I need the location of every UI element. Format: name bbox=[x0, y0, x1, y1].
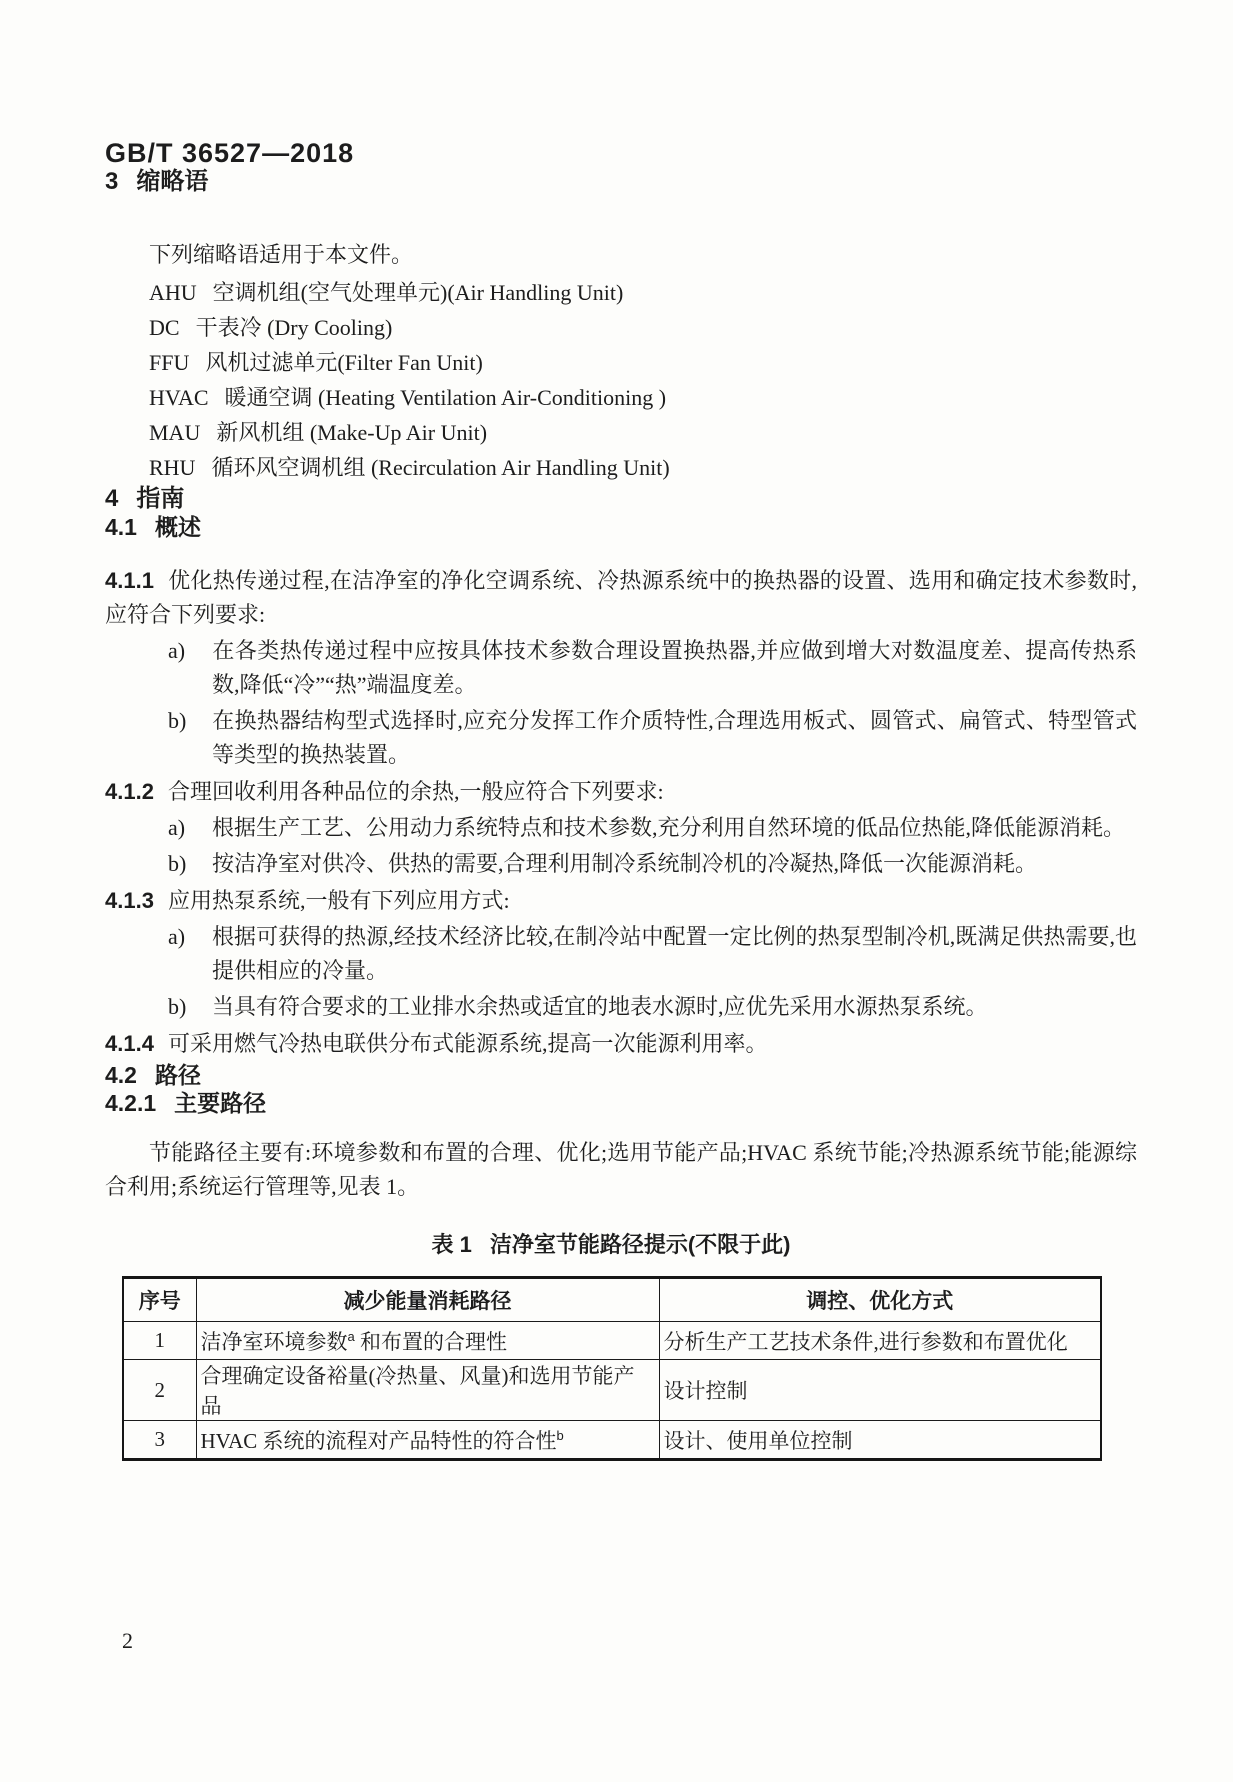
page-content bbox=[105, 138, 1137, 1461]
footnote-marker: a bbox=[347, 1328, 355, 1344]
section-4-2-1-heading bbox=[105, 1089, 1137, 1117]
section-4-2-title: 路径 bbox=[154, 1062, 201, 1088]
section-4-2-1-title: 主要路径 bbox=[174, 1090, 267, 1116]
path-cell bbox=[196, 1421, 659, 1460]
list-item-text: 当具有符合要求的工业排水余热或适宜的地表水源时,应优先采用水源热泵系统。 bbox=[212, 994, 988, 1019]
abbr-code: HVAC bbox=[149, 385, 209, 410]
section-4-title: 指南 bbox=[136, 485, 185, 512]
clause-text: 合理回收利用各种品位的余热,一般应符合下列要求: bbox=[167, 779, 664, 804]
abbreviation-list bbox=[105, 275, 1137, 485]
path-text: HVAC 系统的流程对产品特性的符合性 bbox=[200, 1428, 557, 1453]
section-3-title: 缩略语 bbox=[136, 168, 209, 195]
list-item-text: 按洁净室对供冷、供热的需要,合理利用制冷系统制冷机的冷凝热,降低一次能源消耗。 bbox=[212, 851, 1038, 876]
abbr-definition: 空调机组(空气处理单元)(Air Handling Unit) bbox=[212, 280, 624, 305]
abbr-code: FFU bbox=[149, 350, 190, 375]
clause-text: 应用热泵系统,一般有下列应用方式: bbox=[167, 888, 510, 913]
clause-number: 4.1.3 bbox=[105, 888, 154, 913]
clause-4-1-4 bbox=[105, 1027, 1137, 1061]
section-3-heading bbox=[105, 168, 1137, 196]
list-item-text: 在换热器结构型式选择时,应充分发挥工作介质特性,合理选用板式、圆管式、扁管式、特型管式等类型的换热装置。 bbox=[212, 708, 1137, 767]
abbr-item-rhu bbox=[149, 450, 1137, 485]
abbr-definition: 新风机组 (Make-Up Air Unit) bbox=[216, 420, 488, 445]
clause-text: 优化热传递过程,在洁净室的净化空调系统、冷热源系统中的换热器的设置、选用和确定技术参数时,应符合下列要求: bbox=[105, 568, 1137, 627]
list-item-label: b) bbox=[168, 708, 187, 733]
header-cell-path: 减少能量消耗路径 bbox=[196, 1278, 659, 1322]
section-4-number: 4 bbox=[105, 485, 119, 512]
table-row bbox=[123, 1322, 1101, 1360]
section-4-heading bbox=[105, 485, 1137, 513]
path-text-rest: 和布置的合理性 bbox=[354, 1329, 507, 1354]
method-cell: 设计、使用单位控制 bbox=[659, 1421, 1101, 1460]
abbr-definition: 循环风空调机组 (Recirculation Air Handling Unit) bbox=[211, 455, 670, 480]
list-item-4-1-1-b bbox=[168, 704, 1137, 772]
list-item-4-1-3-a bbox=[168, 920, 1137, 988]
list-item-label: a) bbox=[168, 815, 186, 840]
row-number-cell: 2 bbox=[123, 1360, 196, 1421]
paragraph-4-2-1: 节能路径主要有:环境参数和布置的合理、优化;选用节能产品;HVAC 系统节能;冷热源系统节能;能源综合利用;系统运行管理等,见表 1。 bbox=[105, 1140, 1137, 1199]
method-cell: 分析生产工艺技术条件,进行参数和布置优化 bbox=[659, 1322, 1101, 1360]
row-number-cell: 1 bbox=[123, 1322, 196, 1360]
header-cell-index: 序号 bbox=[123, 1278, 196, 1322]
abbr-intro: 下列缩略语适用于本文件。 bbox=[149, 242, 414, 267]
table-1-caption bbox=[122, 1230, 1100, 1260]
list-item-text: 在各类热传递过程中应按具体技术参数合理设置换热器,并应做到增大对数温度差、提高传热系数,降低“冷”“热”端温度差。 bbox=[212, 638, 1137, 697]
table-row bbox=[123, 1421, 1101, 1460]
clause-number: 4.1.2 bbox=[105, 779, 154, 804]
clause-number: 4.1.4 bbox=[105, 1031, 154, 1056]
abbr-item-ffu bbox=[149, 345, 1137, 380]
page-number: 2 bbox=[122, 1628, 133, 1653]
list-item-4-1-2-b bbox=[168, 847, 1137, 881]
abbr-code: MAU bbox=[149, 420, 201, 445]
clause-text: 可采用燃气冷热电联供分布式能源系统,提高一次能源利用率。 bbox=[167, 1031, 768, 1056]
table-header-row bbox=[123, 1278, 1101, 1322]
table-caption-label: 表 1 bbox=[431, 1232, 472, 1257]
list-item-4-1-1-a bbox=[168, 634, 1137, 702]
table-caption-title: 洁净室节能路径提示(不限于此) bbox=[489, 1232, 791, 1257]
section-4-2-number: 4.2 bbox=[105, 1062, 137, 1088]
abbr-item-ahu bbox=[149, 275, 1137, 310]
clause-4-1-2 bbox=[105, 775, 1137, 809]
list-item-4-1-2-a bbox=[168, 811, 1137, 845]
list-item-label: b) bbox=[168, 994, 187, 1019]
section-4-1-number: 4.1 bbox=[105, 514, 137, 540]
path-cell bbox=[196, 1360, 659, 1421]
abbr-item-mau bbox=[149, 415, 1137, 450]
abbr-definition: 干表冷 (Dry Cooling) bbox=[195, 315, 393, 340]
list-item-text: 根据生产工艺、公用动力系统特点和技术参数,充分利用自然环境的低品位热能,降低能源消耗。 bbox=[212, 815, 1126, 840]
energy-saving-paths-table bbox=[122, 1276, 1102, 1461]
path-text: 洁净室环境参数 bbox=[200, 1329, 348, 1354]
abbr-item-hvac bbox=[149, 380, 1137, 415]
list-item-label: b) bbox=[168, 851, 187, 876]
section-4-2-1-number: 4.2.1 bbox=[105, 1090, 157, 1116]
list-item-label: a) bbox=[168, 924, 186, 949]
path-cell bbox=[196, 1322, 659, 1360]
abbr-code: AHU bbox=[149, 280, 197, 305]
standard-number: GB/T 36527—2018 bbox=[105, 138, 355, 168]
method-cell: 设计控制 bbox=[659, 1360, 1101, 1421]
section-4-1-title: 概述 bbox=[154, 514, 201, 540]
header-cell-method: 调控、优化方式 bbox=[659, 1278, 1101, 1322]
section-4-2-heading bbox=[105, 1061, 1137, 1089]
section-3-number: 3 bbox=[105, 168, 119, 195]
list-item-label: a) bbox=[168, 638, 186, 663]
clause-4-1-3 bbox=[105, 884, 1137, 918]
abbr-definition: 风机过滤单元(Filter Fan Unit) bbox=[205, 350, 483, 375]
path-text: 合理确定设备裕量(冷热量、风量)和选用节能产品 bbox=[200, 1364, 635, 1418]
table-row bbox=[123, 1360, 1101, 1421]
abbr-code: RHU bbox=[149, 455, 196, 480]
clause-number: 4.1.1 bbox=[105, 568, 154, 593]
list-item-4-1-3-b bbox=[168, 990, 1137, 1024]
list-item-text: 根据可获得的热源,经技术经济比较,在制冷站中配置一定比例的热泵型制冷机,既满足供热需要,也提供相应的冷量。 bbox=[212, 924, 1137, 983]
clause-4-1-1 bbox=[105, 564, 1137, 632]
abbr-definition: 暖通空调 (Heating Ventilation Air-Conditioning ) bbox=[224, 385, 667, 410]
abbr-code: DC bbox=[149, 315, 180, 340]
abbr-item-dc bbox=[149, 310, 1137, 345]
row-number-cell: 3 bbox=[123, 1421, 196, 1460]
section-4-1-heading bbox=[105, 513, 1137, 541]
footnote-marker: b bbox=[556, 1427, 564, 1443]
